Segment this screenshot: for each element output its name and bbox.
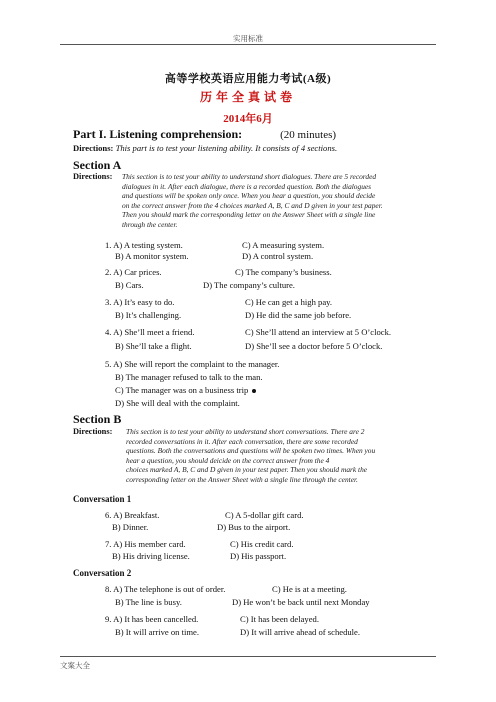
- directions-line: through the center.: [122, 219, 178, 229]
- question-4-b: B) She’ll take a flight.: [115, 341, 192, 351]
- question-3-b: B) It’s challenging.: [115, 310, 182, 320]
- footer-divider: [60, 656, 436, 657]
- part1-directions-label: Directions:: [73, 143, 114, 153]
- question-1-b: B) A monitor system.: [115, 251, 189, 261]
- question-3-d: D) He did the same job before.: [245, 310, 352, 320]
- question-8-d: D) He won’t be back until next Monday: [232, 597, 370, 607]
- sectionA-heading: Section A: [73, 158, 122, 172]
- question-6-a: 6. A) Breakfast.: [105, 510, 160, 520]
- header-divider: [60, 44, 436, 45]
- part1-heading: [73, 127, 336, 142]
- part1-colon: :: [238, 127, 243, 141]
- directions-line: on the correct answer from the 4 choices marked A, B, C and D given in your test paper.: [122, 200, 383, 210]
- directions-line: corresponding letter on the Answer Sheet with a single line through the center.: [126, 474, 358, 484]
- question-1-a: 1. A) A testing system.: [105, 240, 183, 250]
- question-7-d: D) His passport.: [230, 551, 287, 561]
- question-6-b: B) Dinner.: [112, 522, 149, 532]
- sectionA-directions: [122, 172, 438, 230]
- question-1-d: D) A control system.: [242, 251, 314, 261]
- sectionB-heading: Section B: [73, 412, 122, 426]
- question-5-c-row: [115, 385, 256, 396]
- question-5-d: D) She will deal with the complaint.: [115, 398, 240, 408]
- question-9-d: D) It will arrive ahead of schedule.: [240, 627, 361, 637]
- question-2-a: 2. A) Car prices.: [105, 267, 162, 277]
- question-7-b: B) His driving license.: [112, 551, 190, 561]
- question-4-a: 4. A) She’ll meet a friend.: [105, 327, 195, 337]
- directions-line: recorded conversations in it. After each conversation, there are some recorded: [126, 436, 358, 446]
- question-7-c: C) His credit card.: [230, 539, 294, 549]
- question-9-b: B) It will arrive on time.: [115, 627, 200, 637]
- question-9-a: 9. A) It has been cancelled.: [105, 614, 199, 624]
- question-5-b: B) The manager refused to talk to the man.: [115, 372, 263, 382]
- question-8-a: 8. A) The telephone is out of order.: [105, 584, 226, 594]
- part1-title: Part I. Listening comprehension: [73, 127, 239, 141]
- question-5-a: 5. A) She will report the complaint to the manager.: [105, 359, 280, 369]
- page-footer: 文案大全: [60, 661, 90, 670]
- question-3-c: C) He can get a high pay.: [245, 297, 333, 307]
- question-9-c: C) It has been delayed.: [240, 614, 319, 624]
- directions-line: This section is to test your ability to understand short conversations. There are 2: [126, 427, 365, 436]
- question-3-a: 3. A) It’s easy to do.: [105, 297, 175, 307]
- question-4-c: C) She’ll attend an interview at 5 O’clock.: [245, 327, 392, 337]
- question-5-c: C) The manager was on a business trip: [115, 385, 249, 395]
- question-7-a: 7. A) His member card.: [105, 539, 186, 549]
- question-8-b: B) The line is busy.: [115, 597, 182, 607]
- directions-line: hear a question, you should deicide on the correct answer from the 4: [126, 455, 330, 465]
- directions-line: choices marked A, B, C and D given in your test paper. Then you should mark the: [126, 465, 368, 475]
- directions-line: questions. Both the conversations and questions will be spoken two times. When you: [126, 446, 376, 456]
- question-8-c: C) He is at a meeting.: [272, 584, 347, 594]
- exam-date: 2014年6月: [223, 113, 273, 125]
- question-4-d: D) She’ll see a doctor before 5 O’clock.: [245, 341, 383, 351]
- conversation-1-heading: Conversation 1: [73, 494, 132, 504]
- exam-subtitle: 历年全真试卷: [199, 90, 296, 104]
- sectionA-directions-label: Directions:: [73, 172, 113, 181]
- directions-line: This section is to test your ability to understand short dialogues. There are 5 recorded: [122, 172, 377, 181]
- question-2-b: B) Cars.: [115, 280, 144, 290]
- page-header: 实用标准: [233, 34, 263, 43]
- question-6-d: D) Bus to the airport.: [217, 522, 291, 532]
- question-2-c: C) The company’s business.: [235, 267, 332, 277]
- directions-line: dialogues in it. After each dialogue, there is a recorded question. Both the dialogues: [122, 181, 372, 191]
- sectionB-directions-label: Directions:: [73, 427, 113, 436]
- sectionB-directions: [126, 427, 438, 485]
- question-2-d: D) The company’s culture.: [203, 280, 295, 290]
- conversation-2-heading: Conversation 2: [73, 568, 132, 578]
- exam-title: 高等学校英语应用能力考试(A级): [164, 73, 332, 85]
- part1-directions-text: This part is to test your listening ability. It consists of 4 sections.: [115, 143, 338, 153]
- part1-directions: [73, 143, 337, 153]
- bullet-dot: [252, 389, 256, 393]
- directions-line: and questions will be spoken only once. When you hear a question, you should decide: [122, 191, 376, 201]
- question-1-c: C) A measuring system.: [242, 240, 325, 250]
- part1-time: (20 minutes): [280, 129, 337, 141]
- question-6-c: C) A 5-dollar gift card.: [225, 510, 304, 520]
- directions-line: Then you should mark the corresponding letter on the Answer Sheet with a single line: [122, 210, 376, 220]
